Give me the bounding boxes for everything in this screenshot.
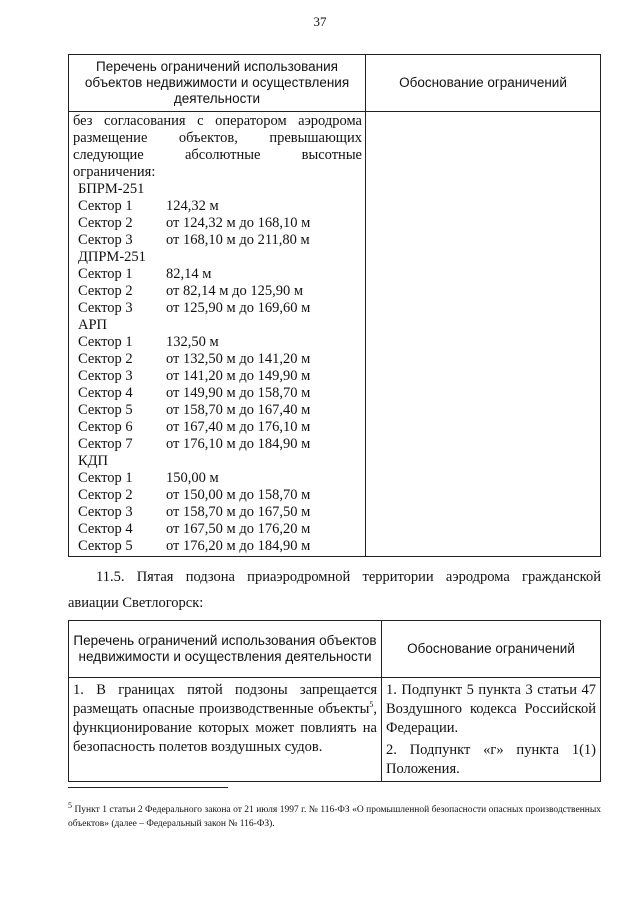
page-number: 37 (313, 14, 327, 29)
sector-name: Сектор 2 (78, 283, 133, 299)
sector-row (73, 470, 362, 487)
sector-value: от 125,90 м до 169,60 м (166, 300, 311, 316)
restrictions-content (69, 112, 365, 556)
footnote-separator (68, 787, 228, 788)
sector-name: Сектор 2 (78, 487, 133, 503)
header-justification: Обоснование ограничений (382, 621, 601, 678)
restriction-text (69, 678, 381, 759)
sector-name: Сектор 3 (78, 504, 133, 520)
justification-item: 1. Подпункт 5 пункта 3 статьи 47 Воздушного кодекса Российской Федерации. (386, 682, 596, 736)
sector-row (73, 351, 362, 368)
sector-row (73, 232, 362, 249)
section-11-5-heading: 11.5. Пятая подзона приаэродромной территории аэродрома гражданской авиации Светлогорск: (68, 569, 601, 611)
sector-row (73, 487, 362, 504)
sector-name: Сектор 7 (78, 436, 133, 452)
sector-row (73, 521, 362, 538)
fifth-subzone-table (68, 620, 601, 782)
sector-value: от 82,14 м до 125,90 м (166, 283, 303, 299)
sector-value: от 176,10 м до 184,90 м (166, 436, 311, 452)
sector-value: от 141,20 м до 149,90 м (166, 368, 311, 384)
table-header-row (69, 621, 601, 678)
group-title: КДП (78, 453, 109, 469)
sector-value: от 149,90 м до 158,70 м (166, 385, 311, 401)
sector-name: Сектор 5 (78, 402, 133, 418)
sector-value: от 167,40 м до 176,10 м (166, 419, 311, 435)
sector-row (73, 436, 362, 453)
justification-content (382, 678, 600, 781)
restriction-text-part1: 1. В границах пятой подзоны запрещается размещать опасные производственные объекты (73, 682, 377, 717)
sector-value: от 150,00 м до 158,70 м (166, 487, 311, 503)
sector-value: от 176,20 м до 184,90 м (166, 538, 311, 554)
restriction-text-part2: , функционирование которых может повлиять на безопасность полетов воздушных судов. (73, 701, 377, 755)
sector-row (73, 368, 362, 385)
sector-row (73, 334, 362, 351)
sector-name: Сектор 1 (78, 334, 133, 350)
sector-row (73, 300, 362, 317)
sector-value: от 158,70 м до 167,40 м (166, 402, 311, 418)
intro-line: следующие абсолютные высотные (73, 147, 362, 163)
sector-row (73, 402, 362, 419)
sector-name: Сектор 1 (78, 470, 133, 486)
sector-row (73, 283, 362, 300)
sector-name: Сектор 3 (78, 300, 133, 316)
table-body-row (69, 112, 601, 557)
footnote (68, 800, 602, 831)
group-title: БПРМ-251 (78, 181, 145, 197)
sector-value: 82,14 м (166, 266, 212, 282)
sector-name: Сектор 5 (78, 538, 133, 554)
sector-value: от 168,10 м до 211,80 м (166, 232, 310, 248)
table-header-row (69, 55, 601, 112)
sector-value: от 124,32 м до 168,10 м (166, 215, 311, 231)
sector-value: 124,32 м (166, 198, 219, 214)
sector-name: Сектор 1 (78, 198, 133, 214)
sector-row (73, 385, 362, 402)
intro-line: ограничения: (73, 164, 156, 180)
sector-name: Сектор 2 (78, 351, 133, 367)
sector-row (73, 419, 362, 436)
footnote-mark: 5 (68, 800, 72, 810)
sector-name: Сектор 2 (78, 215, 133, 231)
sector-value: 132,50 м (166, 334, 219, 350)
sector-value: от 132,50 м до 141,20 м (166, 351, 311, 367)
sector-row (73, 538, 362, 555)
intro-line: размещение объектов, превышающих (73, 130, 362, 146)
restrictions-cell (69, 678, 382, 782)
restrictions-table-continued (68, 54, 601, 557)
sector-name: Сектор 4 (78, 521, 133, 537)
group-title: ДПРМ-251 (78, 249, 146, 265)
sector-row (73, 504, 362, 521)
header-justification: Обоснование ограничений (366, 55, 601, 112)
sector-value: от 158,70 м до 167,50 м (166, 504, 311, 520)
header-restrictions-list: Перечень ограничений использования объектов недвижимости и осуществления деятельности (69, 55, 366, 112)
sector-name: Сектор 4 (78, 385, 133, 401)
sector-name: Сектор 1 (78, 266, 133, 282)
justification-item: 2. Подпункт «г» пункта 1(1) Положения. (386, 742, 596, 777)
sector-row (73, 215, 362, 232)
sector-name: Сектор 3 (78, 368, 133, 384)
footnote-ref: 5 (369, 700, 374, 710)
sector-name: Сектор 6 (78, 419, 133, 435)
table-body-row (69, 678, 601, 782)
justification-cell-empty (366, 112, 601, 557)
sector-row (73, 198, 362, 215)
sector-name: Сектор 3 (78, 232, 133, 248)
sector-value: от 167,50 м до 176,20 м (166, 521, 311, 537)
restrictions-cell (69, 112, 366, 557)
sector-value: 150,00 м (166, 470, 219, 486)
justification-cell (382, 678, 601, 782)
footnote-text: Пункт 1 статьи 2 Федерального закона от 21 июля 1997 г. № 116-ФЗ «О промышленной безопасности опасных производственных объектов» (далее – Федеральный закон № 116-ФЗ). (68, 805, 602, 829)
intro-line: без согласования с оператором аэродрома (73, 113, 362, 129)
group-title: АРП (78, 317, 108, 333)
header-restrictions-list: Перечень ограничений использования объектов недвижимости и осуществления деятельности (69, 621, 382, 678)
sector-row (73, 266, 362, 283)
